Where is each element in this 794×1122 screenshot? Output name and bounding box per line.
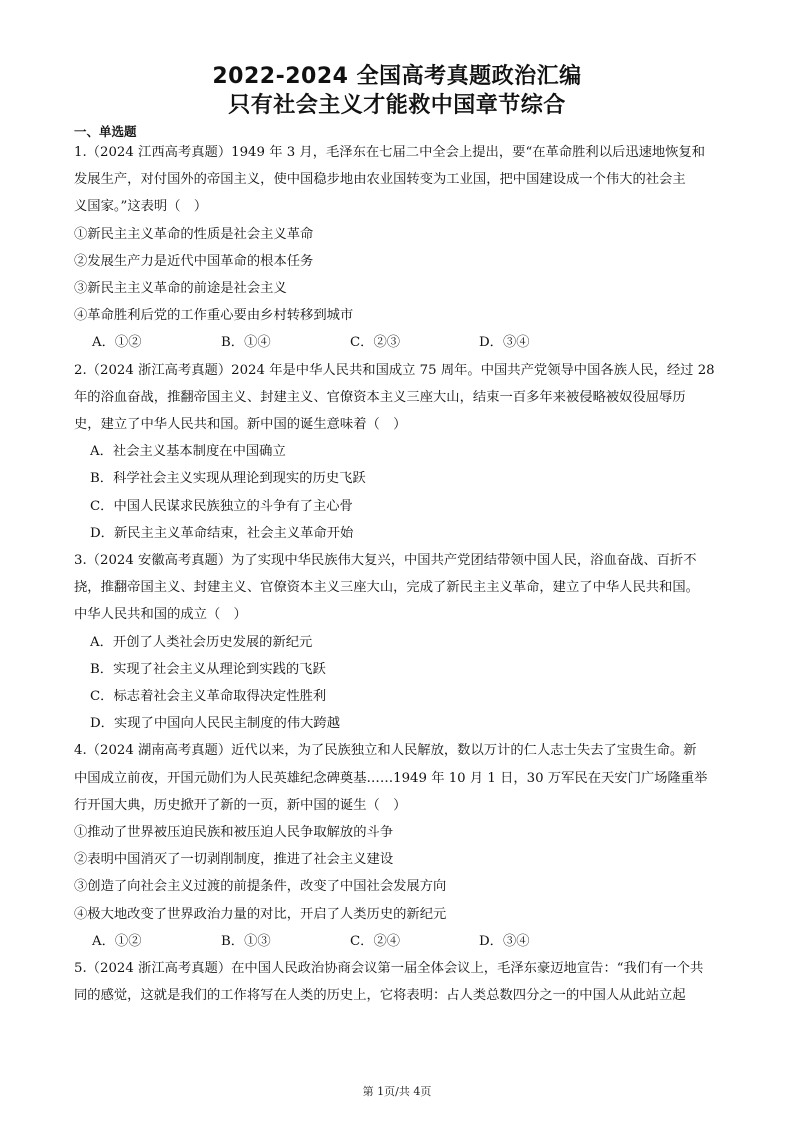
statement-line: ④极大地改变了世界政治力量的对比，开启了人类历史的新纪元	[74, 906, 447, 922]
question-3	[74, 547, 722, 737]
document-title	[0, 62, 794, 120]
option-d: D．新民主主义革命结束，社会主义革命开始	[90, 525, 354, 541]
question-stem-line: 年的浴血奋战，推翻帝国主义、封建主义、官僚资本主义三座大山，结束一百多年来被侵略被奴役屈辱历	[74, 389, 686, 405]
question-stem-line: 义国家。”这表明（ ）	[74, 199, 208, 215]
question-stem-line: 挠，推翻帝国主义、封建主义、官僚资本主义三座大山，完成了新民主主义革命，建立了中华人民共和国。	[74, 580, 699, 596]
option-c: C．②④	[350, 933, 401, 949]
option-a: A．①②	[92, 335, 142, 351]
option-d: D．实现了中国向人民民主制度的伟大跨越	[90, 716, 341, 732]
question-1	[74, 139, 722, 357]
question-stem-line: 1.（2024 江西高考真题）1949 年 3 月，毛泽东在七届二中全会上提出，要“在革命胜利以后迅速地恢复和	[74, 145, 706, 160]
option-c: C．中国人民谋求民族独立的斗争有了主心骨	[90, 498, 353, 514]
question-2	[74, 357, 722, 547]
option-b: B．实现了社会主义从理论到实践的飞跃	[90, 661, 326, 677]
statement-line: ③新民主主义革命的前途是社会主义	[74, 281, 287, 297]
question-stem-line: 5.（2024 浙江高考真题）在中国人民政治协商会议第一届全体会议上，毛泽东豪迈地宣告：“我们有一个共	[74, 961, 704, 977]
page-footer: 第 1页/共 4页	[362, 1085, 432, 1098]
question-stem-line: 2.（2024 浙江高考真题）2024 年是中华人民共和国成立 75 周年。中国共产党领导中国各族人民，经过 28	[74, 362, 715, 378]
statement-line: ①推动了世界被压迫民族和被压迫人民争取解放的斗争	[74, 825, 394, 841]
option-b: B．①④	[221, 335, 271, 351]
title-line-1: 2022-2024 全国高考真题政治汇编	[212, 64, 582, 89]
statement-line: ①新民主主义革命的性质是社会主义革命	[74, 226, 314, 242]
title-line-2: 只有社会主义才能救中国章节综合	[228, 93, 566, 118]
statement-line: ④革命胜利后党的工作重心要由乡村转移到城市	[74, 308, 354, 324]
option-a: A．开创了人类社会历史发展的新纪元	[90, 634, 313, 650]
option-c: C．②③	[350, 335, 401, 351]
option-d: D．③④	[479, 933, 530, 949]
question-stem-line: 中华人民共和国的成立（ ）	[74, 607, 247, 623]
question-stem-line: 3.（2024 安徽高考真题）为了实现中华民族伟大复兴，中国共产党团结带领中国人民，浴血奋战、百折不	[74, 553, 697, 569]
question-list	[74, 139, 722, 1010]
statement-line: ③创造了向社会主义过渡的前提条件，改变了中国社会发展方向	[74, 879, 447, 895]
option-b: B．科学社会主义实现从理论到现实的历史飞跃	[90, 471, 366, 487]
section-heading: 一、单选题	[74, 124, 137, 139]
question-4	[74, 737, 722, 955]
question-5	[74, 955, 722, 1009]
question-stem-line: 行开国大典，历史掀开了新的一页，新中国的诞生（ ）	[74, 797, 407, 813]
question-stem-line: 发展生产，对付国外的帝国主义，使中国稳步地由农业国转变为工业国，把中国建设成一个伟大的社会主	[74, 172, 686, 188]
option-d: D．③④	[479, 335, 530, 351]
statement-line: ②表明中国消灭了一切剥削制度，推进了社会主义建设	[74, 852, 394, 868]
option-a: A．①②	[92, 933, 142, 949]
option-a: A．社会主义基本制度在中国确立	[90, 444, 286, 460]
question-stem-line: 中国成立前夜，开国元勋们为人民英雄纪念碑奠基……1949 年 10 月 1 日，30 万军民在天安门广场隆重举	[74, 770, 708, 786]
option-c: C．标志着社会主义革命取得决定性胜利	[90, 689, 327, 705]
statement-line: ②发展生产力是近代中国革命的根本任务	[74, 253, 314, 269]
question-stem-line: 4.（2024 湖南高考真题）近代以来，为了民族独立和人民解放，数以万计的仁人志士失去了宝贵生命。新	[74, 743, 697, 759]
question-stem-line: 史，建立了中华人民共和国。新中国的诞生意味着（ ）	[74, 417, 407, 433]
option-b: B．①③	[221, 933, 271, 949]
options-row	[74, 928, 722, 955]
options-row	[74, 329, 722, 356]
question-stem-line: 同的感觉，这就是我们的工作将写在人类的历史上，它将表明：占人类总数四分之一的中国人从此站立起	[74, 988, 686, 1004]
